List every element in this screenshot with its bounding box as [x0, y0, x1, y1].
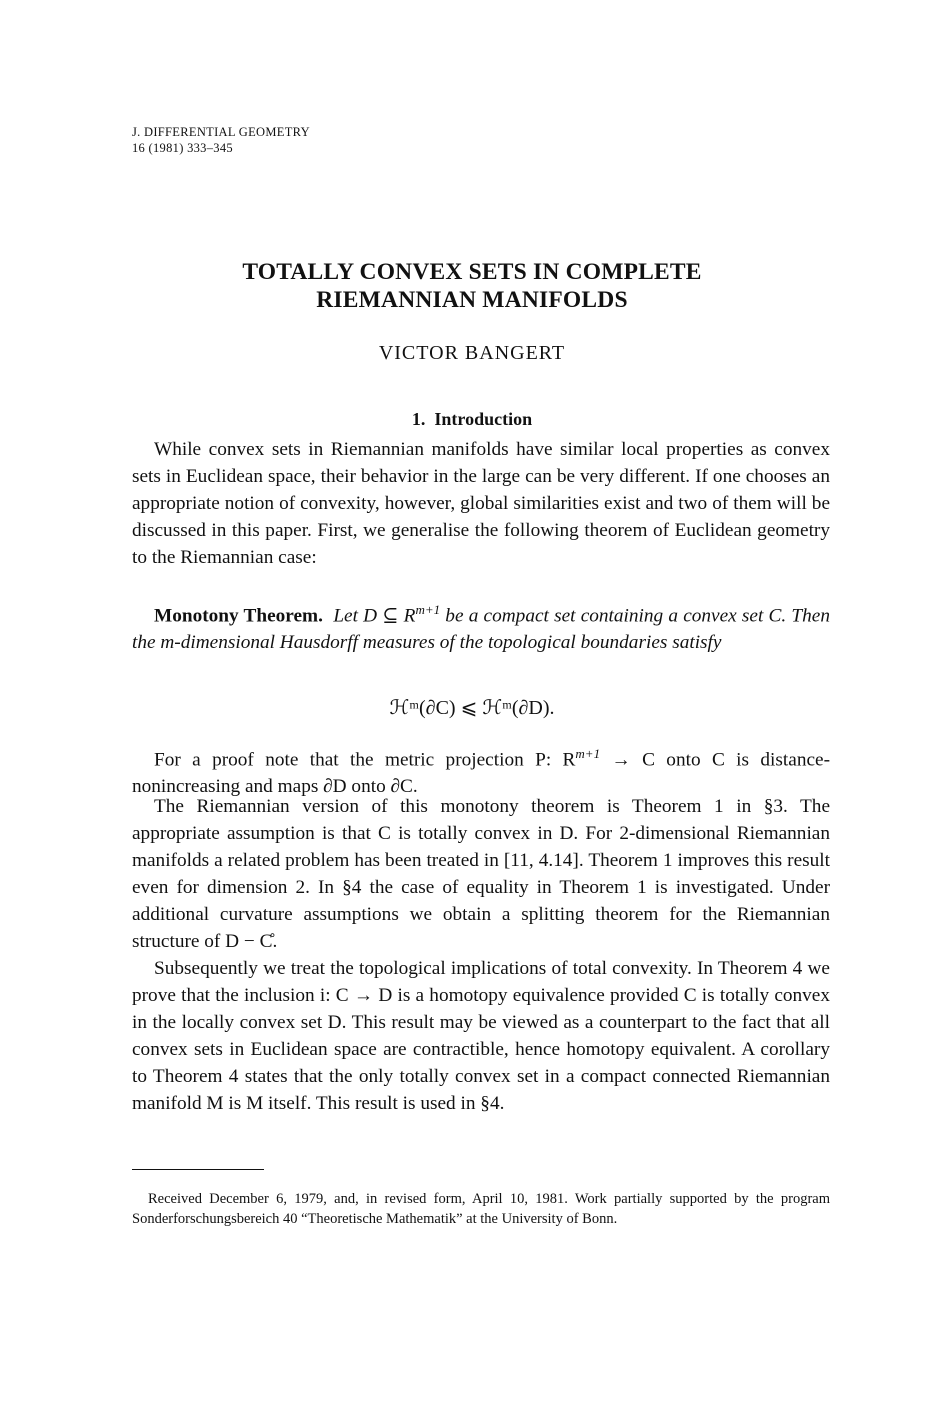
footnote: [132, 1189, 830, 1229]
intro-paragraph: [132, 436, 830, 571]
proof-text-b: → C onto C is distance-nonincreasing and maps ∂D onto ∂C.: [132, 749, 830, 798]
paper-title: [0, 258, 944, 314]
theorem-block: [132, 596, 830, 656]
theorem-text-b: be a compact set containing a convex set C. Then the m-dimensional Hausdorff measures of the topological boundaries satisfy: [132, 605, 830, 654]
theorem-superscript: m+1: [415, 602, 441, 617]
topological-paragraph: [132, 955, 830, 1117]
footnote-rule: [132, 1169, 264, 1170]
riemannian-paragraph: [132, 793, 830, 955]
theorem-label: Monotony Theorem.: [154, 605, 323, 627]
proof-superscript: m+1: [575, 746, 601, 761]
section-heading: [0, 409, 944, 430]
riemannian-text: The Riemannian version of this monotony theorem is Theorem 1 in §3. The appropriate assumption is that C is totally convex in D. For 2-dimensional Riemannian manifolds a related problem has been treated in [11, 4.14]. Theorem 1 improves this result even for dimension 2. In §4 the case of equality in Theorem 1 is investigated. Under additional curvature assumptions we obtain a splitting theorem for the Riemannian structure of D − C̊.: [132, 796, 830, 952]
title-line-2: RIEMANNIAN MANIFOLDS: [316, 287, 628, 313]
journal-header: [132, 124, 310, 156]
topological-text: Subsequently we treat the topological implications of total convexity. In Theorem 4 we prove that the inclusion i: C → D is a homotopy equivalence provided C is totally convex in the locally convex set D. This result may be viewed as a counterpart to the fact that all convex sets in Euclidean space are contractible, hence homotopy equivalent. A corollary to Theorem 4 states that the only totally convex set in a compact connected Riemannian manifold M is M itself. This result is used in §4.: [132, 958, 830, 1114]
formula: ℋᵐ(∂C) ⩽ ℋᵐ(∂D).: [389, 697, 555, 719]
journal-name: J. DIFFERENTIAL GEOMETRY: [132, 125, 310, 139]
section-number: 1.: [411, 409, 426, 429]
proof-text-a: For a proof note that the metric projection P: R: [154, 749, 576, 771]
author-name: VICTOR BANGERT: [378, 342, 566, 364]
theorem-text-a: Let D ⊆ R: [333, 605, 416, 627]
proof-block: [132, 740, 830, 800]
theorem-paragraph: [132, 596, 830, 656]
footnote-text: Received December 6, 1979, and, in revised form, April 10, 1981. Work partially supported by the program Sonderforschungsbereich 40 “Theoretische Mathematik” at the University of Bonn.: [132, 1191, 830, 1227]
intro-text: While convex sets in Riemannian manifolds have similar local properties as convex sets in Euclidean space, their behavior in the large can be very different. If one chooses an appropriate notion of convexity, however, global similarities exist and two of them will be discussed in this paper. First, we generalise the following theorem of Euclidean geometry to the Riemannian case:: [132, 439, 830, 568]
title-line-1: TOTALLY CONVEX SETS IN COMPLETE: [242, 259, 702, 285]
section-title: Introduction: [434, 409, 533, 429]
journal-volume: 16 (1981) 333–345: [132, 141, 233, 155]
proof-paragraph: [132, 740, 830, 800]
